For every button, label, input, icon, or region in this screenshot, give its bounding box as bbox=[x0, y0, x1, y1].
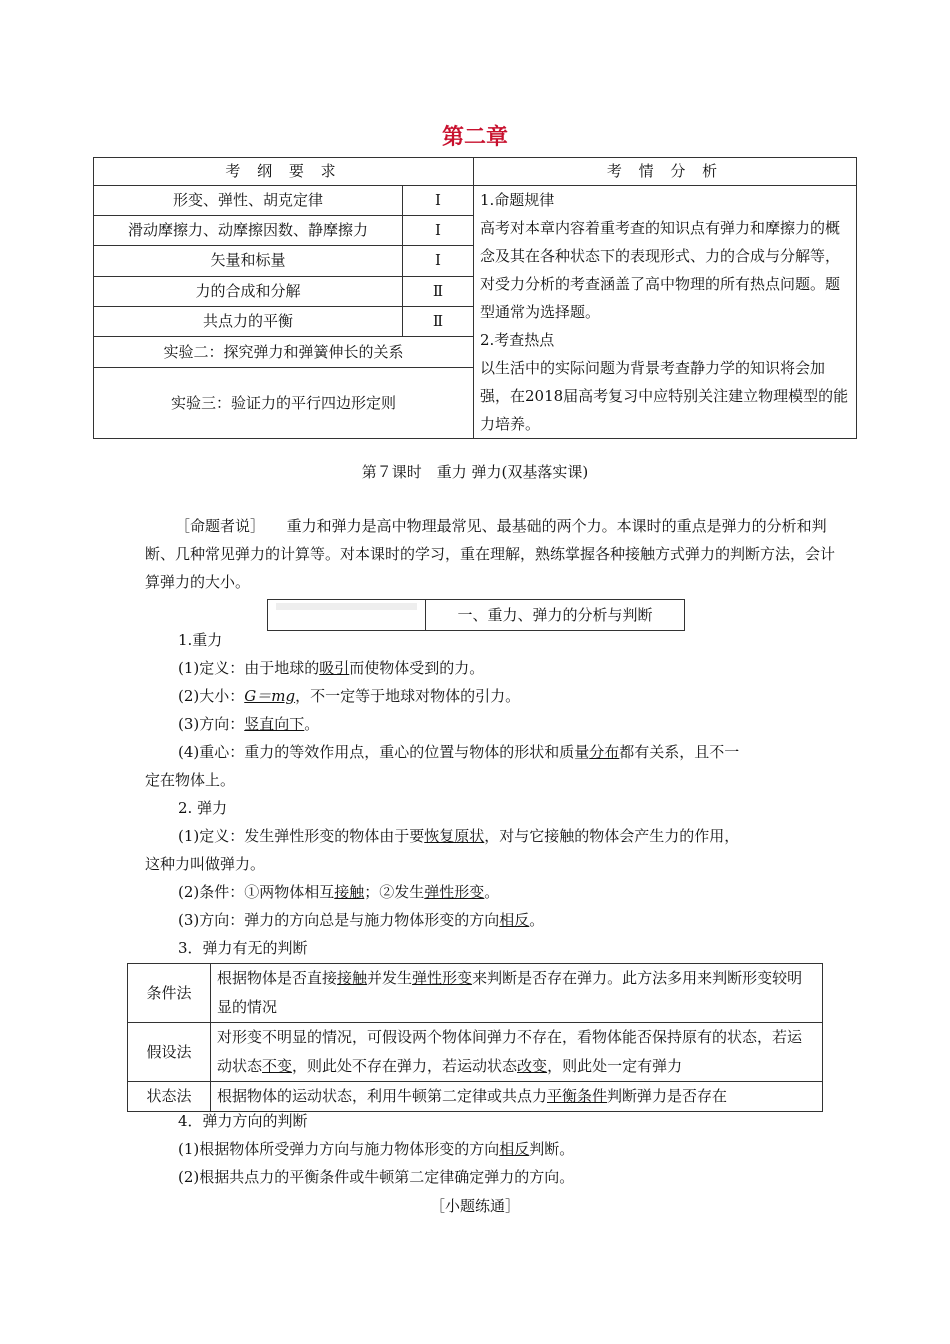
underlined-answer: 弹性形变 bbox=[412, 969, 473, 987]
underlined-answer: 不变 bbox=[262, 1057, 293, 1075]
text: ，则此处不存在弹力，若运动状态 bbox=[292, 1057, 518, 1075]
lesson-title: 第７课时 重力 弹力(双基落实课) bbox=[361, 463, 589, 481]
analysis-text-1: 高考对本章内容着重考查的知识点有弹力和摩擦力的概念及其在各种状态下的表现形式、力的合成与分解等，对受力分析的考查涵盖了高中物理的所有热点问题。题型通常为选择题。 bbox=[480, 219, 841, 321]
method-description bbox=[211, 964, 823, 1023]
requirement-item: 共点力的平衡 bbox=[94, 306, 403, 336]
judge-heading: 3．弹力有无的判断 bbox=[178, 939, 308, 957]
elastic-heading: 2. 弹力 bbox=[178, 799, 228, 817]
elastic-definition bbox=[178, 822, 739, 850]
text: 根据物体的运动状态，利用牛顿第二定律或共点力 bbox=[217, 1087, 548, 1105]
gravity-center-cont: 定在物体上。 bbox=[145, 771, 236, 789]
gravity-center bbox=[178, 738, 739, 766]
judgment-methods-table bbox=[127, 963, 823, 1112]
gravity-heading: 1.重力 bbox=[178, 631, 223, 649]
text: 。 bbox=[529, 911, 545, 929]
elastic-condition bbox=[178, 878, 499, 906]
text: (3)方向：弹力的方向总是与施力物体形变的方向 bbox=[178, 911, 500, 929]
gravity-direction bbox=[178, 710, 319, 738]
experiment-three: 实验三：验证力的平行四边形定则 bbox=[94, 368, 474, 439]
underlined-answer: 弹性形变 bbox=[424, 883, 485, 901]
requirement-level: Ⅰ bbox=[403, 246, 474, 276]
direction-heading: 4．弹力方向的判断 bbox=[178, 1112, 308, 1130]
text: (4)重心：重力的等效作用点，重心的位置与物体的形状和质量 bbox=[178, 743, 590, 761]
text: ；②发生 bbox=[364, 883, 425, 901]
elastic-direction bbox=[178, 906, 544, 934]
experiment-two: 实验二：探究弹力和弹簧伸长的关系 bbox=[94, 337, 474, 368]
text: ，不一定等于地球对物体的引力。 bbox=[295, 687, 521, 705]
underlined-answer: 相反 bbox=[499, 1140, 530, 1158]
text: 。 bbox=[304, 715, 320, 733]
text: (2)大小： bbox=[178, 687, 245, 705]
requirement-level: Ⅰ bbox=[403, 216, 474, 246]
requirement-item: 滑动摩擦力、动摩擦因数、静摩擦力 bbox=[94, 216, 403, 246]
underlined-answer: 平衡条件 bbox=[547, 1087, 608, 1105]
direction-rule-1 bbox=[178, 1135, 574, 1163]
method-name: 状态法 bbox=[128, 1082, 211, 1112]
underlined-answer: 分布 bbox=[589, 743, 620, 761]
intro-paragraph bbox=[145, 512, 845, 596]
header-analysis: 考 情 分 析 bbox=[474, 158, 857, 186]
header-requirements: 考 纲 要 求 bbox=[94, 158, 474, 186]
text: 来判断是否存在弹力。此方法多用来判断形变较明显的情况 bbox=[217, 969, 803, 1016]
requirement-level: Ⅰ bbox=[403, 186, 474, 216]
analysis-heading-1: 1.命题规律 bbox=[480, 191, 555, 209]
analysis-text-2: 以生活中的实际问题为背景考查静力学的知识将会加强，在2018届高考复习中应特别关注建立物理模型的能力培养。 bbox=[480, 359, 849, 433]
text: 判断。 bbox=[529, 1140, 575, 1158]
gravity-definition bbox=[178, 654, 484, 682]
underlined-answer: 接触 bbox=[337, 969, 368, 987]
text: 判断弹力是否存在 bbox=[607, 1087, 728, 1105]
requirement-item: 形变、弹性、胡克定律 bbox=[94, 186, 403, 216]
requirement-level: Ⅱ bbox=[403, 276, 474, 306]
underlined-answer: 竖直向下 bbox=[244, 715, 305, 733]
text: (1)定义：由于地球的 bbox=[178, 659, 320, 677]
chapter-title: 第二章 bbox=[441, 124, 508, 150]
text: 并发生 bbox=[367, 969, 413, 987]
underlined-answer: G＝mg bbox=[244, 687, 296, 705]
requirement-level: Ⅱ bbox=[403, 306, 474, 336]
text: ，则此处一定有弹力 bbox=[547, 1057, 683, 1075]
underlined-answer: 相反 bbox=[499, 911, 530, 929]
section-title-box bbox=[267, 599, 685, 631]
text: ，对与它接触的物体会产生力的作用， bbox=[484, 827, 740, 845]
text: (1)根据物体所受弹力方向与施力物体形变的方向 bbox=[178, 1140, 500, 1158]
requirement-item: 矢量和标量 bbox=[94, 246, 403, 276]
text: (2)条件：①两物体相互 bbox=[178, 883, 335, 901]
text: 对形变不明显的情况，可假设两个物体间弹力不存在，看物体能否保持原有的状态，若运动状态 bbox=[217, 1028, 803, 1075]
method-name: 条件法 bbox=[128, 964, 211, 1023]
underlined-answer: 改变 bbox=[517, 1057, 548, 1075]
text: 根据物体是否直接 bbox=[217, 969, 338, 987]
gravity-magnitude bbox=[178, 682, 520, 710]
analysis-heading-2: 2.考查热点 bbox=[480, 331, 555, 349]
underlined-answer: 吸引 bbox=[319, 659, 350, 677]
section-title: 一、重力、弹力的分析与判断 bbox=[457, 606, 653, 624]
text: 。 bbox=[484, 883, 500, 901]
analysis-cell bbox=[474, 186, 857, 439]
method-description bbox=[211, 1023, 823, 1082]
text: 而使物体受到的力。 bbox=[349, 659, 485, 677]
intro-text: 重力和弹力是高中物理最常见、最基础的两个力。本课时的重点是弹力的分析和判断、几种常见弹力的计算等。对本课时的学习，重在理解，熟练掌握各种接触方式弹力的判断方法，会计算弹力的大小。 bbox=[145, 517, 836, 591]
exam-requirements-table bbox=[93, 157, 857, 439]
elastic-definition-cont: 这种力叫做弹力。 bbox=[145, 855, 266, 873]
practice-label: ［小题练通］ bbox=[429, 1197, 520, 1215]
section-label-placeholder bbox=[268, 600, 426, 630]
direction-rule-2: (2)根据共点力的平衡条件或牛顿第二定律确定弹力的方向。 bbox=[178, 1168, 575, 1186]
underlined-answer: 恢复原状 bbox=[424, 827, 485, 845]
underlined-answer: 接触 bbox=[334, 883, 365, 901]
text: (3)方向： bbox=[178, 715, 245, 733]
intro-label: ［命题者说］ bbox=[175, 517, 266, 535]
text: (1)定义：发生弹性形变的物体由于要 bbox=[178, 827, 425, 845]
method-name: 假设法 bbox=[128, 1023, 211, 1082]
requirement-item: 力的合成和分解 bbox=[94, 276, 403, 306]
text: 都有关系，且不一 bbox=[619, 743, 740, 761]
